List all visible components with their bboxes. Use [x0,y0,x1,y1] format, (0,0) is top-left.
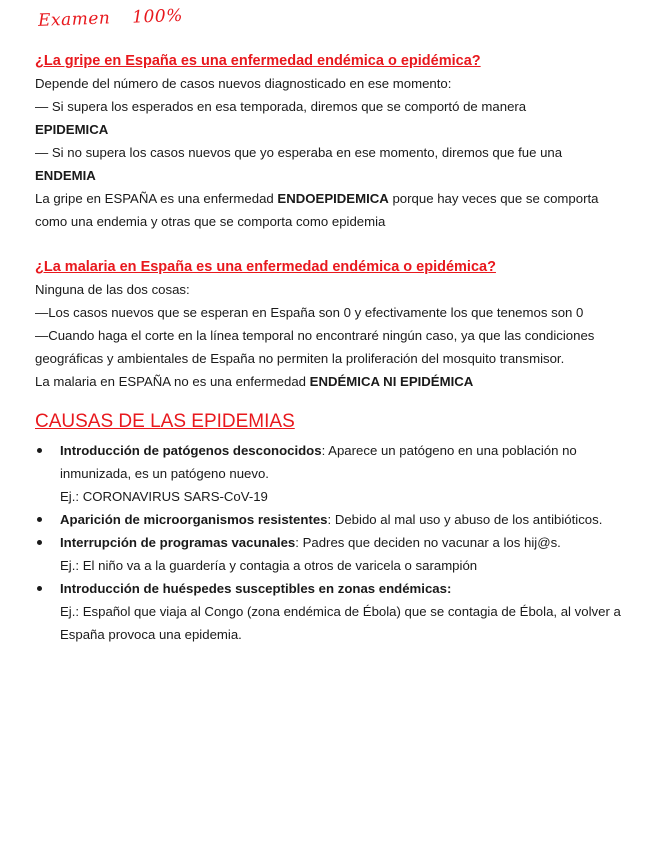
flu-line-3-bold: ENDEMIA [35,168,96,183]
question-malaria: ¿La malaria en España es una enfermedad endémica o epidémica? [35,259,496,275]
flu-line-3: — Si no supera los casos nuevos que yo esperaba en ese momento, diremos que fue una [35,145,563,160]
cause-text: : Debido al mal uso y abuso de los antibióticos. [327,512,603,527]
cause-title: Aparición de microorganismos resistentes [60,512,328,527]
list-item [35,508,625,531]
flu-line-2: — Si supera los esperados en esa temporada, diremos que se comportó de manera [35,99,527,114]
cause-title: Introducción de patógenos desconocidos [60,443,322,458]
list-item [35,531,625,577]
cause-title: Interrupción de programas vacunales [60,535,296,550]
list-item [35,577,625,646]
flu-conclusion [35,187,625,233]
flu-conclusion-pre: La gripe en ESPAÑA es una enfermedad [35,191,278,206]
causes-list [35,439,625,646]
malaria-line-3: —Cuando haga el corte en la línea temporal no encontraré ningún caso, ya que las condiciones geográficas y ambientales de España no permiten la proliferación del mosquito transmisor. [35,328,595,366]
list-item [35,439,625,508]
flu-line-2-bold: EPIDEMICA [35,122,109,137]
cause-example: Ej.: CORONAVIRUS SARS-CoV-19 [60,489,268,504]
cause-text: : Aparece un patógeno en una población no inmunizada, es un patógeno nuevo. [60,443,577,481]
malaria-line-1: Ninguna de las dos cosas: [35,282,190,297]
malaria-conclusion-pre: La malaria en ESPAÑA no es una enfermedad [35,374,310,389]
cause-title: Introducción de huéspedes susceptibles en zonas endémicas: [60,581,452,596]
causes-heading: CAUSAS DE LAS EPIDEMIAS [35,411,295,432]
handwritten-word: Examen [37,8,111,31]
flu-line-1: Depende del número de casos nuevos diagnosticado en ese momento: [35,76,452,91]
cause-example: Ej.: El niño va a la guardería y contagia a otros de varicela o sarampión [60,558,478,573]
handwritten-score: 100% [131,5,184,28]
cause-example: Ej.: Español que viaja al Congo (zona endémica de Ébola) que se contagia de Ébola, al volver a España provoca una epidemia. [60,604,621,642]
flu-conclusion-post: porque hay veces que se comporta como una endemia y otras que se comporta como epidemia [35,191,599,229]
cause-text: : Padres que deciden no vacunar a los hij@s. [295,535,561,550]
document-content [35,50,625,646]
question-flu: ¿La gripe en España es una enfermedad endémica o epidémica? [35,53,481,69]
flu-conclusion-bold: ENDOEPIDEMICA [277,191,389,206]
malaria-conclusion-bold: ENDÉMICA NI EPIDÉMICA [309,374,474,389]
malaria-line-2: —Los casos nuevos que se esperan en España son 0 y efectivamente los que tenemos son 0 [35,305,584,320]
handwritten-note [38,5,205,31]
malaria-conclusion [35,370,625,393]
